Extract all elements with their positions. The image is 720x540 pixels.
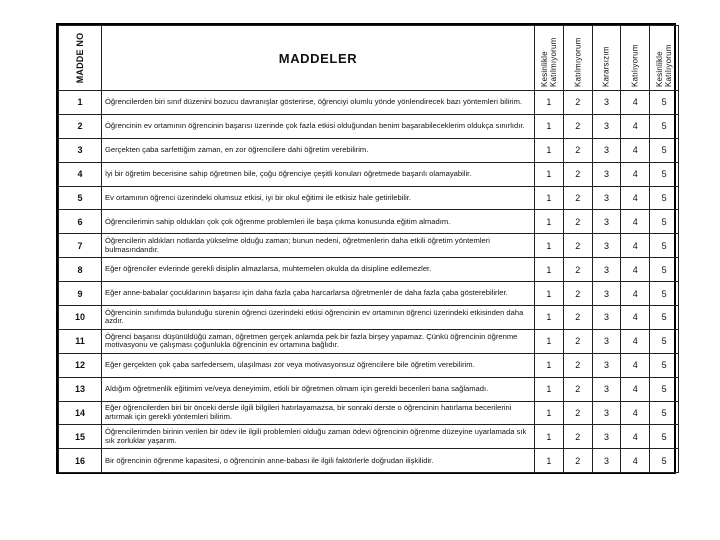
item-number-header-label: MADDE NO xyxy=(75,32,85,84)
rating-option[interactable]: 2 xyxy=(563,282,592,306)
item-number: 14 xyxy=(59,401,102,425)
item-statement: İyi bir öğretim becerisine sahip öğretmen bile, çoğu öğrenciye çeşitli konuları öğretmede başarılı olamayabilir. xyxy=(102,162,535,186)
survey-sheet xyxy=(56,23,676,474)
rating-option[interactable]: 2 xyxy=(563,449,592,473)
item-statement: Ev ortamının öğrenci üzerindeki olumsuz etkisi, iyi bir okul eğitimi ile etkisiz hale getirilebilir. xyxy=(102,186,535,210)
rating-option[interactable]: 1 xyxy=(535,306,564,330)
rating-option[interactable]: 2 xyxy=(563,162,592,186)
table-row xyxy=(59,449,679,473)
item-number: 15 xyxy=(59,425,102,449)
rating-option[interactable]: 5 xyxy=(650,282,679,306)
item-number: 7 xyxy=(59,234,102,258)
item-number: 11 xyxy=(59,329,102,353)
rating-option[interactable]: 2 xyxy=(563,306,592,330)
item-statement: Aldığım öğretmenlik eğitimim ve/veya deneyimim, etkili bir öğretmen olmam için gereldi becerileri bana sağlamadı. xyxy=(102,377,535,401)
table-row xyxy=(59,425,679,449)
rating-option[interactable]: 2 xyxy=(563,138,592,162)
scale-label: Katılıyorum xyxy=(630,44,640,87)
item-number: 5 xyxy=(59,186,102,210)
rating-option[interactable]: 1 xyxy=(535,258,564,282)
rating-option[interactable]: 5 xyxy=(650,401,679,425)
rating-option[interactable]: 2 xyxy=(563,234,592,258)
rating-option[interactable]: 3 xyxy=(592,401,621,425)
rating-option[interactable]: 5 xyxy=(650,210,679,234)
rating-option[interactable]: 3 xyxy=(592,425,621,449)
table-row xyxy=(59,401,679,425)
item-statement: Öğrencilerimden birinin verilen bir ödev ile ilgili problemleri olduğu zaman ödevi öğrencinin öğrenme düzeyine uyarlamada sık sık zorluklar yaşarım. xyxy=(102,425,535,449)
table-row xyxy=(59,186,679,210)
header-row xyxy=(59,26,679,91)
item-number: 9 xyxy=(59,282,102,306)
rating-option[interactable]: 4 xyxy=(621,425,650,449)
rating-option[interactable]: 1 xyxy=(535,282,564,306)
rating-option[interactable]: 5 xyxy=(650,449,679,473)
table-row xyxy=(59,353,679,377)
rating-option[interactable]: 4 xyxy=(621,138,650,162)
rating-option[interactable]: 5 xyxy=(650,329,679,353)
rating-option[interactable]: 4 xyxy=(621,186,650,210)
rating-option[interactable]: 3 xyxy=(592,186,621,210)
table-row xyxy=(59,138,679,162)
rating-option[interactable]: 4 xyxy=(621,91,650,115)
rating-option[interactable]: 1 xyxy=(535,425,564,449)
rating-option[interactable]: 3 xyxy=(592,114,621,138)
rating-option[interactable]: 4 xyxy=(621,282,650,306)
scale-header-disagree xyxy=(563,26,592,91)
scale-label: Katılmıyorum xyxy=(573,37,583,87)
item-statement: Eğer öğrencilerden biri bir önceki dersle ilgili bilgileri hatırlayamazsa, bir sonraki derste o öğrencinin hatırlama becerilerini artırmak için gerekli yöntemleri bilirim. xyxy=(102,401,535,425)
rating-option[interactable]: 5 xyxy=(650,114,679,138)
item-statement: Öğrenci başarısı düşünüldüğü zaman, öğretmen gerçek anlamda pek bir fazla birşey yapamaz. Çünkü öğrencinin öğrenme motivasyonu ve çalışması çoğunlukla öğrencinin ev ortamına bağlıdır. xyxy=(102,329,535,353)
rating-option[interactable]: 3 xyxy=(592,234,621,258)
item-number: 2 xyxy=(59,114,102,138)
rating-option[interactable]: 1 xyxy=(535,138,564,162)
item-number: 13 xyxy=(59,377,102,401)
rating-option[interactable]: 5 xyxy=(650,138,679,162)
rating-option[interactable]: 5 xyxy=(650,306,679,330)
rating-option[interactable]: 2 xyxy=(563,210,592,234)
table-row xyxy=(59,114,679,138)
item-number: 1 xyxy=(59,91,102,115)
item-statement: Öğrencilerden biri sınıf düzenini bozucu davranışlar gösterirse, öğrenciyi olumlu yönde yönlendirecek bazı yöntemleri bilirim. xyxy=(102,91,535,115)
rating-option[interactable]: 2 xyxy=(563,353,592,377)
item-number: 3 xyxy=(59,138,102,162)
rating-option[interactable]: 3 xyxy=(592,353,621,377)
rating-option[interactable]: 1 xyxy=(535,186,564,210)
rating-option[interactable]: 1 xyxy=(535,329,564,353)
rating-option[interactable]: 3 xyxy=(592,210,621,234)
item-number: 6 xyxy=(59,210,102,234)
table-row xyxy=(59,306,679,330)
table-row xyxy=(59,162,679,186)
rating-option[interactable]: 3 xyxy=(592,449,621,473)
rating-option[interactable]: 3 xyxy=(592,91,621,115)
rating-option[interactable]: 4 xyxy=(621,449,650,473)
rating-option[interactable]: 4 xyxy=(621,306,650,330)
rating-option[interactable]: 1 xyxy=(535,210,564,234)
rating-option[interactable]: 1 xyxy=(535,377,564,401)
rating-option[interactable]: 1 xyxy=(535,114,564,138)
rating-option[interactable]: 5 xyxy=(650,234,679,258)
rating-option[interactable]: 3 xyxy=(592,162,621,186)
rating-option[interactable]: 4 xyxy=(621,353,650,377)
item-statement: Öğrencilerin aldıkları notlarda yükselme olduğu zaman; bunun nedeni, öğretmenlerin daha etkili öğretim yöntemleri bulmasındandır. xyxy=(102,234,535,258)
rating-option[interactable]: 1 xyxy=(535,162,564,186)
item-statement: Eğer anne-babalar çocuklarının başarısı için daha fazla çaba harcarlarsa öğretmenler de daha fazla çaba gösterebilirler. xyxy=(102,282,535,306)
table-row xyxy=(59,91,679,115)
rating-option[interactable]: 5 xyxy=(650,186,679,210)
scale-label: Kesinlikle Katılmıyorum xyxy=(539,37,558,87)
rating-option[interactable]: 1 xyxy=(535,234,564,258)
rating-option[interactable]: 2 xyxy=(563,186,592,210)
item-statement: Eğer gerçekten çok çaba sarfedersem, ulaşılması zor veya motivasyonsuz öğrencilere bile öğretim verebilirim. xyxy=(102,353,535,377)
rating-option[interactable]: 4 xyxy=(621,234,650,258)
rating-option[interactable]: 2 xyxy=(563,377,592,401)
survey-table xyxy=(58,25,679,473)
scale-header-strongly-disagree xyxy=(535,26,564,91)
rating-option[interactable]: 5 xyxy=(650,162,679,186)
rating-option[interactable]: 5 xyxy=(650,258,679,282)
rating-option[interactable]: 5 xyxy=(650,91,679,115)
rating-option[interactable]: 3 xyxy=(592,329,621,353)
item-statement: Gerçekten çaba sarfettiğim zaman, en zor öğrencilere dahi öğretim verebilirim. xyxy=(102,138,535,162)
rating-option[interactable]: 3 xyxy=(592,282,621,306)
item-statement: Öğrencilerimin sahip oldukları çok çok öğrenme problemleri ile başa çıkma konusunda eğitim almadım. xyxy=(102,210,535,234)
table-row xyxy=(59,258,679,282)
rating-option[interactable]: 4 xyxy=(621,210,650,234)
rating-option[interactable]: 4 xyxy=(621,114,650,138)
rating-option[interactable]: 4 xyxy=(621,258,650,282)
rating-option[interactable]: 4 xyxy=(621,162,650,186)
item-number-header xyxy=(59,26,102,91)
item-number: 16 xyxy=(59,449,102,473)
rating-option[interactable]: 4 xyxy=(621,377,650,401)
table-row xyxy=(59,210,679,234)
item-number: 8 xyxy=(59,258,102,282)
rating-option[interactable]: 1 xyxy=(535,449,564,473)
rating-option[interactable]: 3 xyxy=(592,377,621,401)
table-row xyxy=(59,234,679,258)
rating-option[interactable]: 2 xyxy=(563,425,592,449)
rating-option[interactable]: 1 xyxy=(535,401,564,425)
item-statement: Öğrencinin sınıfımda bulunduğu sürenin öğrenci üzerindeki etkisi öğrencinin ev ortamının öğrenci üzerindeki etkisinden daha azdır. xyxy=(102,306,535,330)
scale-label: Kesinlikle Katılıyorum xyxy=(655,44,674,87)
table-row xyxy=(59,282,679,306)
rating-option[interactable]: 5 xyxy=(650,353,679,377)
table-row xyxy=(59,377,679,401)
rating-option[interactable]: 4 xyxy=(621,401,650,425)
scale-header-agree xyxy=(621,26,650,91)
item-number: 12 xyxy=(59,353,102,377)
item-statement: Öğrencinin ev ortamının öğrencinin başarısı üzerinde çok fazla etkisi olduğundan benim başarabileceklerim oldukça sınırlıdır. xyxy=(102,114,535,138)
rating-option[interactable]: 3 xyxy=(592,306,621,330)
item-number: 10 xyxy=(59,306,102,330)
table-row xyxy=(59,329,679,353)
rating-option[interactable]: 3 xyxy=(592,138,621,162)
rating-option[interactable]: 5 xyxy=(650,425,679,449)
rating-option[interactable]: 1 xyxy=(535,353,564,377)
rating-option[interactable]: 2 xyxy=(563,91,592,115)
rating-option[interactable]: 1 xyxy=(535,91,564,115)
rating-option[interactable]: 2 xyxy=(563,258,592,282)
rating-option[interactable]: 2 xyxy=(563,329,592,353)
item-statement: Bir öğrencinin öğrenme kapasitesi, o öğrencinin anne-babası ile ilgili faktörlerle doğrudan ilişkilidir. xyxy=(102,449,535,473)
item-statement: Eğer öğrenciler evlerinde gerekli disiplin almazlarsa, muhtemelen okulda da disipline edilemezler. xyxy=(102,258,535,282)
items-title-header: MADDELER xyxy=(102,26,535,91)
rating-option[interactable]: 3 xyxy=(592,258,621,282)
rating-option[interactable]: 2 xyxy=(563,114,592,138)
scale-header-undecided xyxy=(592,26,621,91)
scale-header-strongly-agree xyxy=(650,26,679,91)
rating-option[interactable]: 4 xyxy=(621,329,650,353)
item-number: 4 xyxy=(59,162,102,186)
rating-option[interactable]: 5 xyxy=(650,377,679,401)
rating-option[interactable]: 2 xyxy=(563,401,592,425)
scale-label: Kararsızım xyxy=(601,46,611,87)
